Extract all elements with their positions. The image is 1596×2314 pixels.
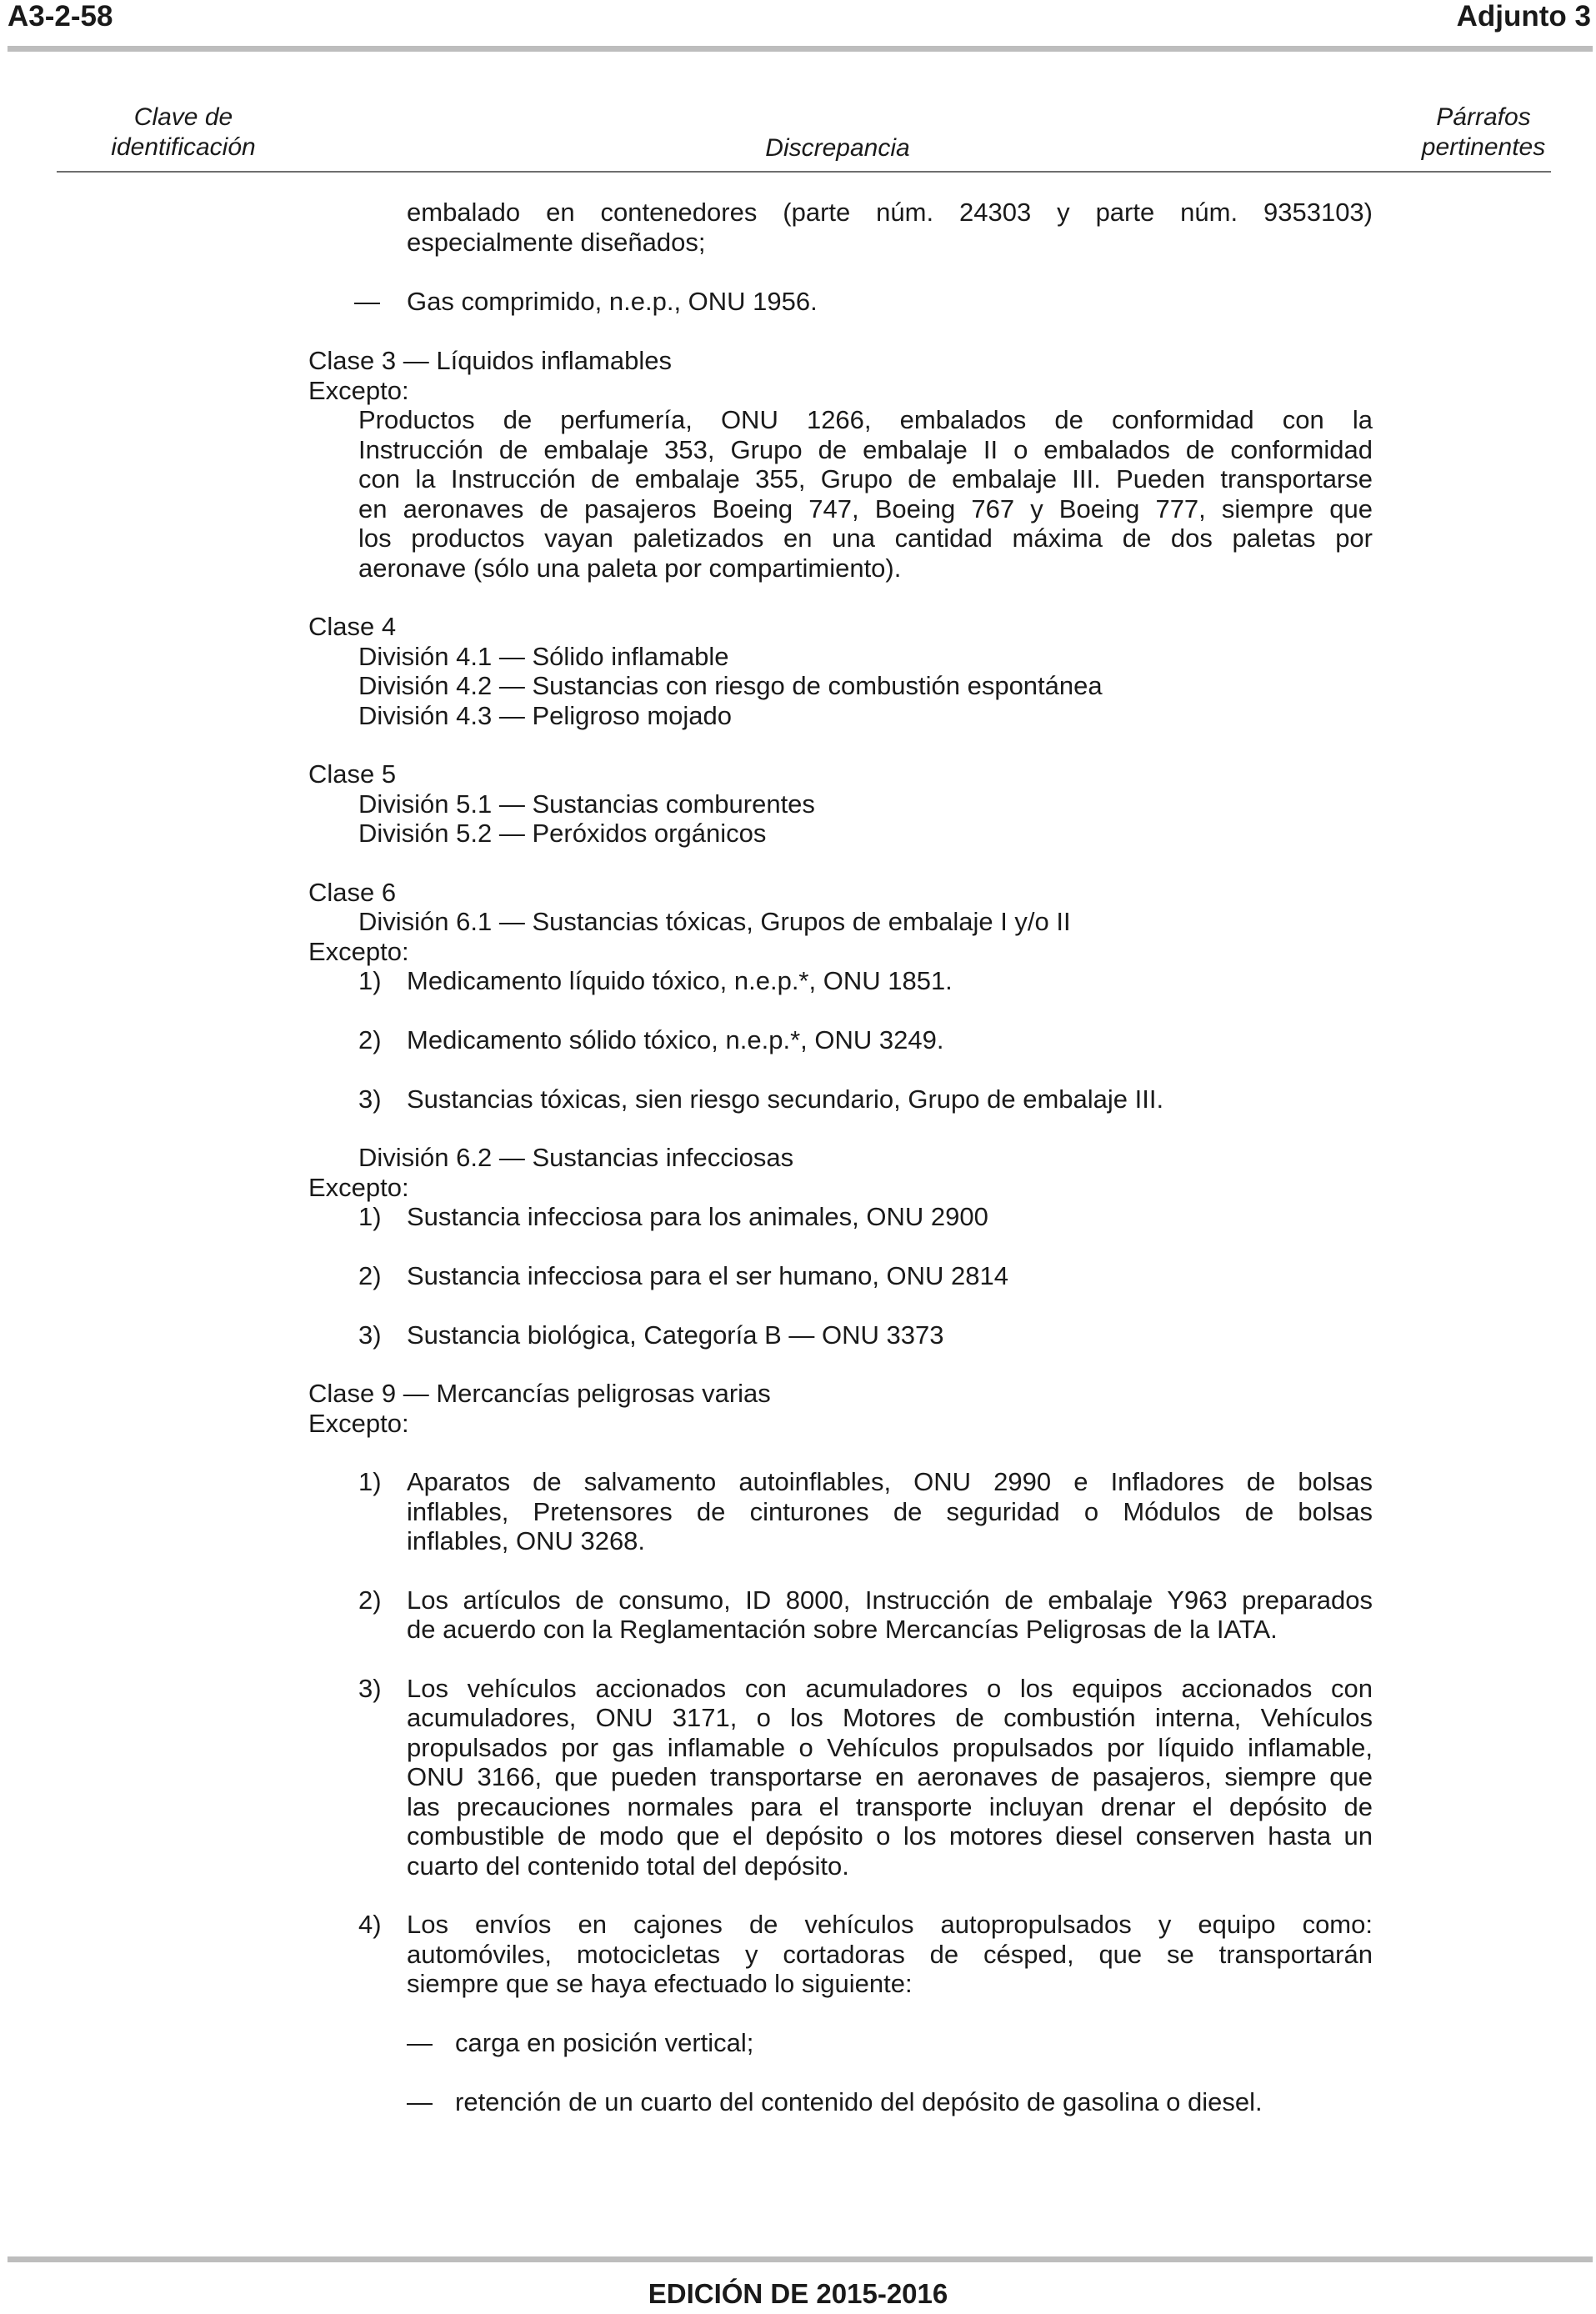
dash-bullet: —: [407, 2087, 433, 2116]
clase5-division: División 5.2 — Peróxidos orgánicos: [358, 819, 767, 848]
clase5-division: División 5.1 — Sustancias comburentes: [358, 789, 815, 819]
item-number: 1): [358, 1467, 382, 1496]
list-item-line: Aparatos de salvamento autoinflables, ONU 2990 e Infladores de bolsas: [407, 1467, 1373, 1496]
continuation-line: embalado en contenedores (parte núm. 24303 y parte núm. 9353103): [407, 198, 1373, 227]
dash-bullet: —: [407, 2028, 433, 2057]
clase9-title: Clase 9 — Mercancías peligrosas varias: [308, 1379, 771, 1408]
item-number: 4): [358, 1910, 382, 1939]
list-item-line: cuarto del contenido total del depósito.: [407, 1851, 849, 1881]
clase6-division: División 6.1 — Sustancias tóxicas, Grupos de embalaje I y/o II: [358, 907, 1071, 936]
clase3-paragraph-line: los productos vayan paletizados en una cantidad máxima de dos paletas por: [358, 523, 1373, 553]
item-number: 2): [358, 1585, 382, 1615]
item-number: 3): [358, 1674, 382, 1703]
item-number: 1): [358, 1202, 382, 1231]
list-item-line: de acuerdo con la Reglamentación sobre Mercancías Peligrosas de la IATA.: [407, 1615, 1278, 1644]
list-item: Medicamento líquido tóxico, n.e.p.*, ONU 1851.: [407, 966, 953, 995]
clase3-paragraph-line: Productos de perfumería, ONU 1266, embalados de conformidad con la: [358, 405, 1373, 434]
column-headers: [0, 100, 1596, 167]
clase3-paragraph-line: aeronave (sólo una paleta por compartimiento).: [358, 553, 902, 583]
item-number: 3): [358, 1320, 382, 1350]
item-number: 2): [358, 1261, 382, 1290]
clase6-excepto: Excepto:: [308, 937, 409, 966]
item-number: 3): [358, 1084, 382, 1114]
clase6-title: Clase 6: [308, 878, 397, 907]
clase4-division: División 4.2 — Sustancias con riesgo de combustión espontánea: [358, 671, 1103, 700]
clase3-title: Clase 3 — Líquidos inflamables: [308, 346, 672, 375]
list-item-line: combustible de modo que el depósito o los motores diesel conserven hasta un: [407, 1821, 1373, 1851]
list-item-line: automóviles, motocicletas y cortadoras de césped, que se transportarán: [407, 1940, 1373, 1969]
page-reference: A3-2-58: [8, 0, 113, 33]
clase3-excepto: Excepto:: [308, 376, 409, 405]
list-item-line: las precauciones normales para el transporte incluyan drenar el depósito de: [407, 1792, 1373, 1821]
list-item-line: inflables, Pretensores de cinturones de seguridad o Módulos de bolsas: [407, 1497, 1373, 1526]
list-item: Sustancia infecciosa para el ser humano, ONU 2814: [407, 1261, 1009, 1290]
clase6-division: División 6.2 — Sustancias infecciosas: [358, 1143, 794, 1172]
list-item: Medicamento sólido tóxico, n.e.p.*, ONU 3249.: [407, 1025, 944, 1054]
list-item: Sustancia biológica, Categoría B — ONU 3373: [407, 1320, 944, 1350]
clase3-paragraph-line: Instrucción de embalaje 353, Grupo de embalaje II o embalados de conformidad: [358, 435, 1373, 464]
edition-footer: EDICIÓN DE 2015-2016: [648, 2278, 948, 2309]
page-header: [0, 0, 1596, 50]
column-header-rule: [57, 171, 1551, 173]
item-number: 1): [358, 966, 382, 995]
list-item-line: acumuladores, ONU 3171, o los Motores de combustión interna, Vehículos: [407, 1703, 1373, 1732]
item-number: 2): [358, 1025, 382, 1054]
sub-item: retención de un cuarto del contenido del depósito de gasolina o diesel.: [455, 2087, 1263, 2116]
gas-item: Gas comprimido, n.e.p., ONU 1956.: [407, 287, 818, 316]
list-item-line: inflables, ONU 3268.: [407, 1526, 646, 1555]
list-item-line: Los envíos en cajones de vehículos autopropulsados y equipo como:: [407, 1910, 1373, 1939]
column-header-clave: Clave de identificación: [111, 103, 256, 161]
list-item-line: Los artículos de consumo, ID 8000, Instrucción de embalaje Y963 preparados: [407, 1585, 1373, 1615]
continuation-line: especialmente diseñados;: [407, 228, 706, 257]
sub-item: carga en posición vertical;: [455, 2028, 754, 2057]
clase3-paragraph-line: con la Instrucción de embalaje 355, Grupo de embalaje III. Pueden transportarse: [358, 464, 1373, 493]
list-item-line: siempre que se haya efectuado lo siguiente:: [407, 1969, 913, 1998]
list-item-line: propulsados por gas inflamable o Vehículos propulsados por líquido inflamable,: [407, 1733, 1373, 1762]
attachment-label: Adjunto 3: [1456, 0, 1591, 33]
clase9-excepto: Excepto:: [308, 1409, 409, 1438]
clase4-division: División 4.1 — Sólido inflamable: [358, 642, 729, 671]
column-header-discrepancia: Discrepancia: [765, 134, 910, 162]
dash-bullet: —: [354, 287, 380, 316]
clase4-division: División 4.3 — Peligroso mojado: [358, 701, 732, 730]
clase3-paragraph-line: en aeronaves de pasajeros Boeing 747, Boeing 767 y Boeing 777, siempre que: [358, 494, 1373, 523]
clase4-title: Clase 4: [308, 612, 397, 641]
footer-rule: [8, 2256, 1593, 2262]
column-header-parrafos: Párrafos pertinentes: [1421, 103, 1546, 161]
clase6-excepto: Excepto:: [308, 1173, 409, 1202]
list-item: Sustancias tóxicas, sien riesgo secundario, Grupo de embalaje III.: [407, 1084, 1164, 1114]
clase5-title: Clase 5: [308, 759, 397, 789]
list-item-line: ONU 3166, que pueden transportarse en aeronaves de pasajeros, siempre que: [407, 1762, 1373, 1791]
list-item-line: Los vehículos accionados con acumuladores o los equipos accionados con: [407, 1674, 1373, 1703]
list-item: Sustancia infecciosa para los animales, ONU 2900: [407, 1202, 988, 1231]
header-rule: [8, 46, 1593, 52]
